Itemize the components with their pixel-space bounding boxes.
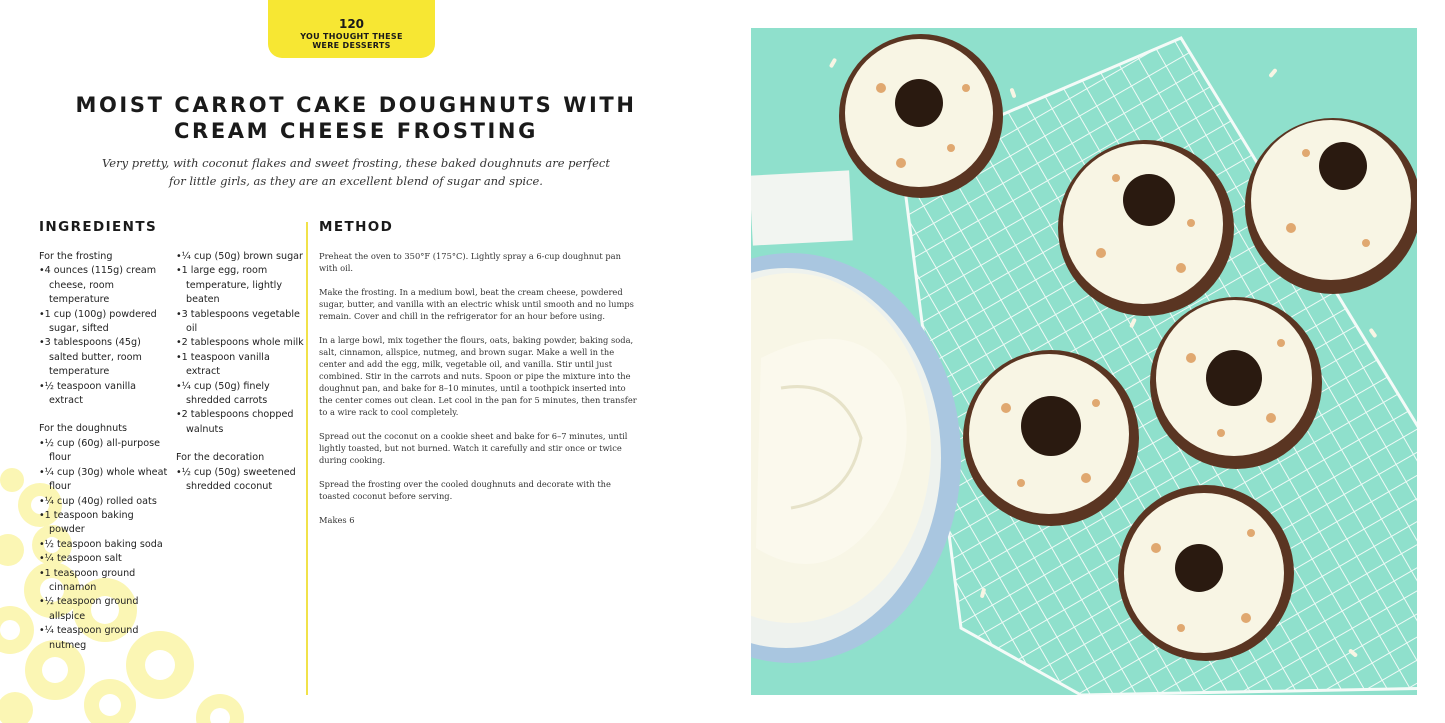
- left-page: [0, 0, 722, 723]
- ingredient-item: •½ teaspoon ground allspice: [39, 596, 139, 622]
- doughnut-6: [1118, 485, 1294, 661]
- ingredients-column-1: [39, 250, 171, 667]
- ingredient-item: •1 teaspoon baking powder: [39, 509, 134, 536]
- ingredient-group-decoration: [176, 451, 304, 494]
- ingredient-item: •1 large egg, room temperature, lightly beaten: [176, 265, 283, 306]
- page-number: 120: [338, 17, 365, 31]
- ingredient-item: •½ teaspoon baking soda: [39, 538, 163, 550]
- ingredient-item: •¼ cup (40g) rolled oats: [39, 495, 157, 507]
- doughnut-2: [1058, 140, 1234, 316]
- method-step: Make the frosting. In a medium bowl, beat the cream cheese, powdered sugar, butter, and vanilla with an electric whisk until smooth and no lumps remain. Cover and chill in the refrigerator for an hour before using.: [319, 287, 634, 321]
- ingredient-item: •3 tablespoons (45g) salted butter, room temperature: [39, 337, 142, 378]
- method-step: Preheat the oven to 350°F (175°C). Lightly spray a 6-cup doughnut pan with oil.: [319, 251, 621, 273]
- ingredient-item: •¼ teaspoon salt: [39, 553, 122, 565]
- ingredient-item: •½ cup (60g) all-purpose flour: [39, 437, 160, 464]
- ingredient-group-label: For the doughnuts: [39, 423, 127, 435]
- recipe-intro: Very pretty, with coconut flakes and sweet frosting, these baked doughnuts are perfect for little girls, as they are an excellent blend of sugar and spice.: [102, 156, 610, 188]
- ingredient-group-label: For the frosting: [39, 251, 113, 262]
- doughnut-1: [839, 34, 1003, 198]
- ingredients-heading: INGREDIENTS: [39, 219, 158, 235]
- ingredient-item: •½ cup (50g) sweetened shredded coconut: [176, 466, 296, 493]
- ingredient-item: •¼ cup (50g) brown sugar: [176, 251, 303, 262]
- ingredient-item: •2 tablespoons chopped walnuts: [176, 409, 294, 435]
- method-step: In a large bowl, mix together the flours, oats, baking powder, baking soda, salt, cinnamon, allspice, nutmeg, and brown sugar. Make a well in the center and add the egg, milk, vegetable oil, and vanilla. Stir until just combined. Stir in the carrots and nuts. Spoon or pipe the mixture into the doughnut pan, and bake for 8–10 minutes, until a toothpick inserted into the center comes out clean. Let cool in the pan for 5 minutes, then transfer to a wire rack to cool completely.: [319, 335, 637, 417]
- section-name: YOU THOUGHT THESE WERE DESSERTS: [300, 32, 403, 50]
- ingredients-column-2: [176, 250, 304, 509]
- doughnut-4: [1150, 297, 1322, 469]
- recipe-title-line-2: CREAM CHEESE FROSTING: [174, 119, 538, 143]
- recipe-title-line-1: MOIST CARROT CAKE DOUGHNUTS WITH: [75, 93, 637, 117]
- ingredient-group-doughnuts: [39, 422, 171, 653]
- page-tab: [268, 0, 435, 58]
- method-step: Spread out the coconut on a cookie sheet and bake for 6–7 minutes, until lightly toasted, but not burned. Watch it carefully and stir once or twice during cooking.: [319, 431, 628, 465]
- method-step: Spread the frosting over the cooled doughnuts and decorate with the toasted coconut before serving.: [319, 479, 611, 501]
- doughnuts-photo: [751, 28, 1417, 695]
- doughnut-5: [963, 350, 1139, 526]
- ingredient-item: •¼ cup (30g) whole wheat flour: [39, 466, 168, 493]
- ingredient-group-frosting: [39, 250, 171, 408]
- ingredient-item: •½ teaspoon vanilla extract: [39, 380, 137, 407]
- ingredient-item: •2 tablespoons whole milk: [176, 337, 304, 349]
- method-yield: Makes 6: [319, 515, 355, 525]
- ingredient-item: •3 tablespoons vegetable oil: [176, 308, 300, 335]
- recipe-title: [60, 92, 652, 144]
- ingredient-item: •4 ounces (115g) cream cheese, room temperature: [39, 265, 157, 306]
- ingredient-item: •1 cup (100g) powdered sugar, sifted: [39, 308, 157, 335]
- ingredient-item: •¼ cup (50g) finely shredded carrots: [176, 380, 270, 407]
- ingredient-item: •¼ teaspoon ground nutmeg: [39, 625, 139, 651]
- ingredient-group-doughnuts-continued: [176, 250, 304, 437]
- right-page: [722, 0, 1445, 723]
- doughnut-3: [1245, 118, 1417, 294]
- column-divider: [306, 222, 308, 695]
- ingredient-item: •1 teaspoon ground cinnamon: [39, 567, 136, 593]
- method-heading: METHOD: [319, 219, 394, 235]
- ingredient-item: •1 teaspoon vanilla extract: [176, 351, 270, 378]
- method-steps: [319, 250, 637, 538]
- ingredient-group-label: For the decoration: [176, 452, 265, 464]
